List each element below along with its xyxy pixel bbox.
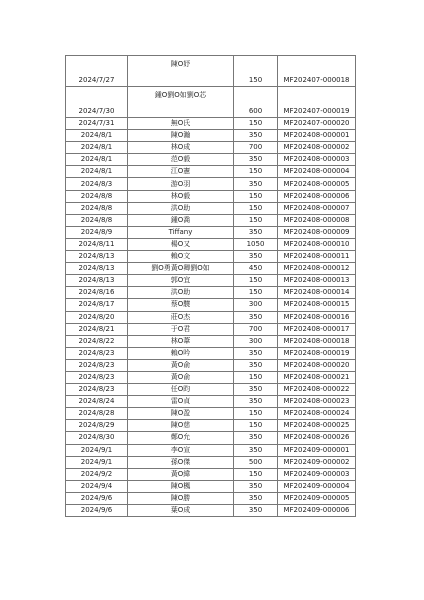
table-row [66, 190, 356, 202]
table-row [66, 492, 356, 504]
receipt-number-cell: MF202408-000015 [278, 299, 356, 311]
date-cell: 2024/8/8 [66, 202, 128, 214]
table-row [66, 202, 356, 214]
amount-cell: 150 [234, 190, 278, 202]
donor-name-cell: 林O毅 [128, 190, 234, 202]
receipt-number-cell: MF202408-000019 [278, 347, 356, 359]
date-cell: 2024/9/1 [66, 456, 128, 468]
date-cell: 2024/8/13 [66, 275, 128, 287]
table-row [66, 226, 356, 238]
donor-name-cell: 賴O文 [128, 251, 234, 263]
amount-cell: 350 [234, 505, 278, 517]
donor-name-cell: 黃O俞 [128, 359, 234, 371]
table-row [66, 505, 356, 517]
receipt-number-cell: MF202408-000016 [278, 311, 356, 323]
table-row [66, 166, 356, 178]
table-row [66, 335, 356, 347]
receipt-number-cell: MF202407-000019 [278, 87, 356, 118]
donor-name-cell: 江O憲 [128, 166, 234, 178]
donor-name-cell: 洪O助 [128, 287, 234, 299]
amount-cell: 350 [234, 154, 278, 166]
table-row [66, 408, 356, 420]
donor-name-cell: 任O昀 [128, 384, 234, 396]
table-row [66, 384, 356, 396]
amount-cell: 350 [234, 130, 278, 142]
amount-cell: 350 [234, 444, 278, 456]
table-row [66, 468, 356, 480]
amount-cell: 150 [234, 468, 278, 480]
receipt-number-cell: MF202408-000018 [278, 335, 356, 347]
receipt-number-cell: MF202408-000022 [278, 384, 356, 396]
table-row [66, 359, 356, 371]
table-row [66, 275, 356, 287]
donor-name-cell: 蔡O驍 [128, 299, 234, 311]
amount-cell: 350 [234, 251, 278, 263]
date-cell: 2024/8/23 [66, 347, 128, 359]
table-row [66, 299, 356, 311]
donor-name-cell: 劉O勇黃O卿劉O如 [128, 263, 234, 275]
date-cell: 2024/8/21 [66, 323, 128, 335]
table-row [66, 154, 356, 166]
donation-table [65, 55, 356, 517]
receipt-number-cell: MF202409-000003 [278, 468, 356, 480]
date-cell: 2024/8/23 [66, 359, 128, 371]
donor-name-cell: 鄭O允 [128, 432, 234, 444]
donor-name-cell: 范O毅 [128, 154, 234, 166]
table-row [66, 311, 356, 323]
donor-name-cell: 陳O勝 [128, 492, 234, 504]
receipt-number-cell: MF202409-000002 [278, 456, 356, 468]
date-cell: 2024/8/30 [66, 432, 128, 444]
date-cell: 2024/9/6 [66, 505, 128, 517]
date-cell: 2024/8/23 [66, 371, 128, 383]
receipt-number-cell: MF202408-000017 [278, 323, 356, 335]
amount-cell: 150 [234, 371, 278, 383]
donor-name-cell: 葉O成 [128, 505, 234, 517]
amount-cell: 350 [234, 396, 278, 408]
table-row [66, 420, 356, 432]
table-row [66, 432, 356, 444]
amount-cell: 300 [234, 299, 278, 311]
receipt-number-cell: MF202408-000003 [278, 154, 356, 166]
amount-cell: 500 [234, 456, 278, 468]
receipt-number-cell: MF202408-000024 [278, 408, 356, 420]
receipt-number-cell: MF202408-000012 [278, 263, 356, 275]
date-cell: 2024/8/16 [66, 287, 128, 299]
donation-table-body [66, 56, 356, 517]
receipt-number-cell: MF202408-000011 [278, 251, 356, 263]
amount-cell: 150 [234, 214, 278, 226]
amount-cell: 450 [234, 263, 278, 275]
amount-cell: 350 [234, 226, 278, 238]
table-row [66, 251, 356, 263]
donor-name-cell: 黃O緯 [128, 468, 234, 480]
donor-name-cell: 郭O宜 [128, 275, 234, 287]
amount-cell: 150 [234, 166, 278, 178]
receipt-number-cell: MF202408-000021 [278, 371, 356, 383]
date-cell: 2024/8/9 [66, 226, 128, 238]
amount-cell: 700 [234, 142, 278, 154]
date-cell: 2024/7/30 [66, 87, 128, 118]
amount-cell: 150 [234, 118, 278, 130]
donor-name-cell: 游O羽 [128, 178, 234, 190]
receipt-number-cell: MF202408-000013 [278, 275, 356, 287]
date-cell: 2024/8/3 [66, 178, 128, 190]
amount-cell: 150 [234, 420, 278, 432]
date-cell: 2024/8/24 [66, 396, 128, 408]
date-cell: 2024/8/23 [66, 384, 128, 396]
amount-cell: 1050 [234, 238, 278, 250]
donor-name-cell: 鍾O劉O如劉O芯 [128, 87, 234, 118]
date-cell: 2024/8/13 [66, 263, 128, 275]
donor-name-cell: 陳O妤 [128, 56, 234, 87]
receipt-number-cell: MF202408-000005 [278, 178, 356, 190]
amount-cell: 700 [234, 323, 278, 335]
amount-cell: 350 [234, 311, 278, 323]
donor-name-cell: 陳O瀚 [128, 130, 234, 142]
table-row [66, 238, 356, 250]
amount-cell: 350 [234, 347, 278, 359]
receipt-number-cell: MF202408-000025 [278, 420, 356, 432]
amount-cell: 350 [234, 480, 278, 492]
table-row [66, 371, 356, 383]
receipt-number-cell: MF202409-000004 [278, 480, 356, 492]
table-row [66, 287, 356, 299]
table-row [66, 87, 356, 118]
receipt-number-cell: MF202408-000020 [278, 359, 356, 371]
amount-cell: 350 [234, 384, 278, 396]
donor-name-cell: 林O成 [128, 142, 234, 154]
date-cell: 2024/8/20 [66, 311, 128, 323]
date-cell: 2024/9/4 [66, 480, 128, 492]
table-row [66, 214, 356, 226]
date-cell: 2024/8/13 [66, 251, 128, 263]
date-cell: 2024/8/1 [66, 166, 128, 178]
table-row [66, 56, 356, 87]
donor-name-cell: 孫O傑 [128, 456, 234, 468]
amount-cell: 350 [234, 178, 278, 190]
table-row [66, 444, 356, 456]
receipt-number-cell: MF202408-000010 [278, 238, 356, 250]
amount-cell: 150 [234, 408, 278, 420]
amount-cell: 150 [234, 275, 278, 287]
receipt-number-cell: MF202408-000026 [278, 432, 356, 444]
amount-cell: 150 [234, 202, 278, 214]
date-cell: 2024/9/1 [66, 444, 128, 456]
donor-name-cell: 雷O貞 [128, 396, 234, 408]
amount-cell: 350 [234, 432, 278, 444]
date-cell: 2024/7/27 [66, 56, 128, 87]
amount-cell: 350 [234, 359, 278, 371]
date-cell: 2024/9/2 [66, 468, 128, 480]
amount-cell: 300 [234, 335, 278, 347]
table-row [66, 456, 356, 468]
table-row [66, 347, 356, 359]
amount-cell: 350 [234, 492, 278, 504]
donor-name-cell: 賴O吟 [128, 347, 234, 359]
receipt-number-cell: MF202409-000006 [278, 505, 356, 517]
date-cell: 2024/8/1 [66, 130, 128, 142]
date-cell: 2024/8/17 [66, 299, 128, 311]
receipt-number-cell: MF202407-000018 [278, 56, 356, 87]
receipt-number-cell: MF202408-000023 [278, 396, 356, 408]
donor-name-cell: 莊O杰 [128, 311, 234, 323]
donor-name-cell: 楊O又 [128, 238, 234, 250]
date-cell: 2024/8/8 [66, 190, 128, 202]
table-row [66, 396, 356, 408]
amount-cell: 600 [234, 87, 278, 118]
receipt-number-cell: MF202408-000007 [278, 202, 356, 214]
table-row [66, 263, 356, 275]
donor-name-cell: 黃O俞 [128, 371, 234, 383]
donor-name-cell: 林O葦 [128, 335, 234, 347]
table-row [66, 130, 356, 142]
donor-name-cell: 鍾O喬 [128, 214, 234, 226]
date-cell: 2024/8/22 [66, 335, 128, 347]
receipt-number-cell: MF202408-000008 [278, 214, 356, 226]
receipt-number-cell: MF202409-000001 [278, 444, 356, 456]
donor-name-cell: 陳O慈 [128, 420, 234, 432]
amount-cell: 150 [234, 56, 278, 87]
donor-name-cell: 無O氏 [128, 118, 234, 130]
receipt-number-cell: MF202407-000020 [278, 118, 356, 130]
donor-name-cell: 洪O助 [128, 202, 234, 214]
receipt-number-cell: MF202408-000001 [278, 130, 356, 142]
donor-name-cell: 于O君 [128, 323, 234, 335]
date-cell: 2024/8/11 [66, 238, 128, 250]
donor-name-cell: Tiffany [128, 226, 234, 238]
date-cell: 2024/9/6 [66, 492, 128, 504]
date-cell: 2024/7/31 [66, 118, 128, 130]
receipt-number-cell: MF202408-000002 [278, 142, 356, 154]
date-cell: 2024/8/8 [66, 214, 128, 226]
date-cell: 2024/8/29 [66, 420, 128, 432]
receipt-number-cell: MF202408-000014 [278, 287, 356, 299]
table-row [66, 178, 356, 190]
table-row [66, 480, 356, 492]
table-row [66, 323, 356, 335]
date-cell: 2024/8/28 [66, 408, 128, 420]
receipt-number-cell: MF202408-000009 [278, 226, 356, 238]
table-row [66, 142, 356, 154]
amount-cell: 150 [234, 287, 278, 299]
receipt-number-cell: MF202408-000006 [278, 190, 356, 202]
donor-name-cell: 李O宣 [128, 444, 234, 456]
date-cell: 2024/8/1 [66, 154, 128, 166]
date-cell: 2024/8/1 [66, 142, 128, 154]
receipt-number-cell: MF202409-000005 [278, 492, 356, 504]
table-row [66, 118, 356, 130]
receipt-number-cell: MF202408-000004 [278, 166, 356, 178]
donor-name-cell: 陳O楓 [128, 480, 234, 492]
donor-name-cell: 陳O盈 [128, 408, 234, 420]
